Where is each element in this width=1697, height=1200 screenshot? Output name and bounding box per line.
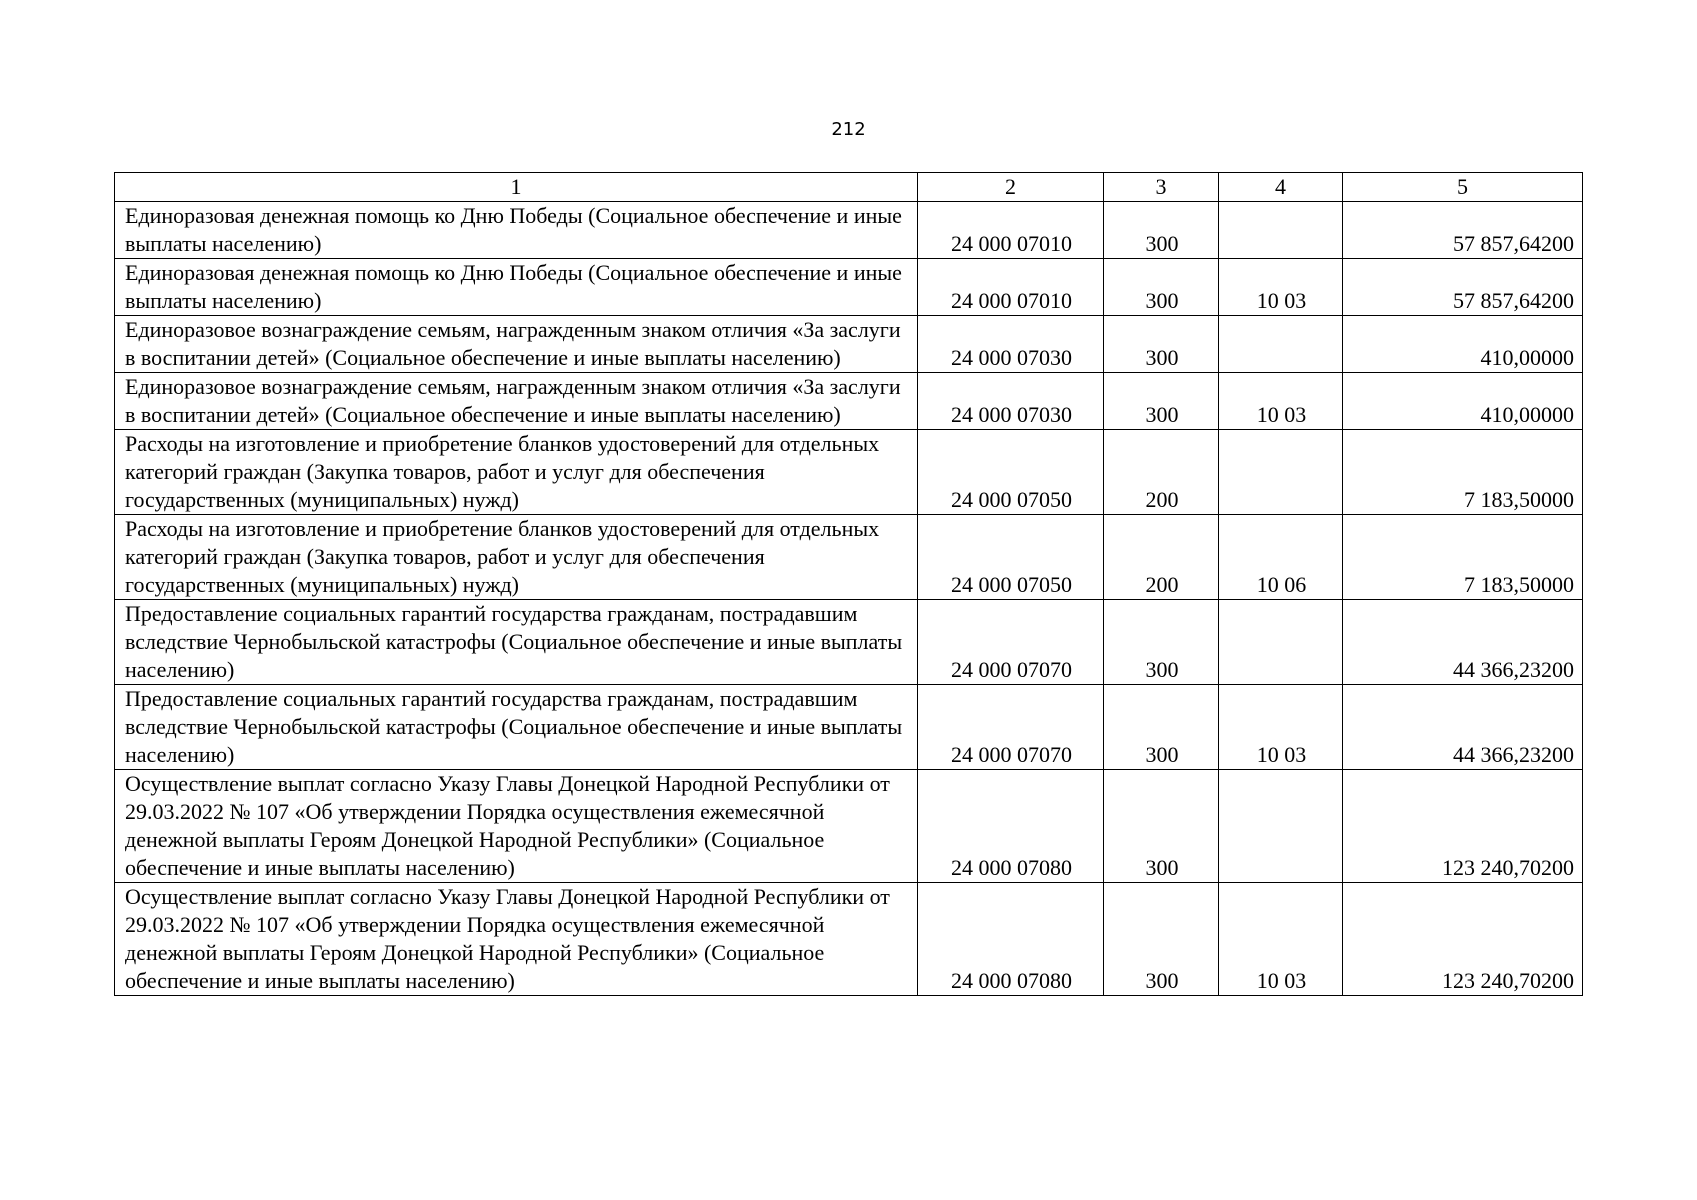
row-amount: 123 240,70200 (1343, 883, 1583, 996)
row-target-code: 24 000 07030 (918, 373, 1104, 430)
row-section-code (1219, 316, 1343, 373)
row-description: Единоразовая денежная помощь ко Дню Победы (Социальное обеспечение и иные выплаты населению) (115, 259, 918, 316)
row-section-code (1219, 430, 1343, 515)
row-target-code: 24 000 07010 (918, 202, 1104, 259)
row-expense-type: 300 (1104, 259, 1219, 316)
row-expense-type: 300 (1104, 373, 1219, 430)
row-amount: 7 183,50000 (1343, 430, 1583, 515)
row-target-code: 24 000 07010 (918, 259, 1104, 316)
row-expense-type: 200 (1104, 430, 1219, 515)
row-section-code: 10 03 (1219, 883, 1343, 996)
row-amount: 44 366,23200 (1343, 600, 1583, 685)
row-amount: 410,00000 (1343, 373, 1583, 430)
row-amount: 44 366,23200 (1343, 685, 1583, 770)
row-section-code (1219, 770, 1343, 883)
budget-table (114, 172, 1583, 996)
row-target-code: 24 000 07070 (918, 685, 1104, 770)
row-expense-type: 300 (1104, 316, 1219, 373)
row-amount: 123 240,70200 (1343, 770, 1583, 883)
row-target-code: 24 000 07050 (918, 515, 1104, 600)
row-expense-type: 300 (1104, 685, 1219, 770)
row-section-code (1219, 600, 1343, 685)
row-expense-type: 300 (1104, 883, 1219, 996)
row-expense-type: 200 (1104, 515, 1219, 600)
row-section-code: 10 03 (1219, 259, 1343, 316)
table-row (115, 883, 1583, 996)
row-target-code: 24 000 07030 (918, 316, 1104, 373)
row-description: Предоставление социальных гарантий государства гражданам, пострадавшим вследствие Чернобыльской катастрофы (Социальное обеспечение и иные выплаты населению) (115, 685, 918, 770)
table-row (115, 515, 1583, 600)
row-target-code: 24 000 07080 (918, 883, 1104, 996)
row-description: Осуществление выплат согласно Указу Главы Донецкой Народной Республики от 29.03.2022 № 107 «Об утверждении Порядка осуществления ежемесячной денежной выплаты Героям Донецкой Народной Республики» (Социальное обеспечение и иные выплаты населению) (115, 770, 918, 883)
row-section-code: 10 06 (1219, 515, 1343, 600)
column-header-3: 3 (1104, 173, 1219, 202)
row-section-code (1219, 202, 1343, 259)
table-row (115, 373, 1583, 430)
row-description: Единоразовая денежная помощь ко Дню Победы (Социальное обеспечение и иные выплаты населению) (115, 202, 918, 259)
row-description: Предоставление социальных гарантий государства гражданам, пострадавшим вследствие Чернобыльской катастрофы (Социальное обеспечение и иные выплаты населению) (115, 600, 918, 685)
row-description: Расходы на изготовление и приобретение бланков удостоверений для отдельных категорий граждан (Закупка товаров, работ и услуг для обеспечения государственных (муниципальных) нужд) (115, 430, 918, 515)
row-target-code: 24 000 07050 (918, 430, 1104, 515)
row-target-code: 24 000 07070 (918, 600, 1104, 685)
row-expense-type: 300 (1104, 770, 1219, 883)
row-amount: 410,00000 (1343, 316, 1583, 373)
row-amount: 7 183,50000 (1343, 515, 1583, 600)
table-row (115, 202, 1583, 259)
row-amount: 57 857,64200 (1343, 202, 1583, 259)
table-row (115, 259, 1583, 316)
page-number: 212 (831, 119, 866, 140)
column-header-2: 2 (918, 173, 1104, 202)
table-row (115, 316, 1583, 373)
row-section-code: 10 03 (1219, 685, 1343, 770)
table-row (115, 770, 1583, 883)
row-amount: 57 857,64200 (1343, 259, 1583, 316)
row-target-code: 24 000 07080 (918, 770, 1104, 883)
column-header-1: 1 (115, 173, 918, 202)
row-expense-type: 300 (1104, 202, 1219, 259)
row-description: Расходы на изготовление и приобретение бланков удостоверений для отдельных категорий граждан (Закупка товаров, работ и услуг для обеспечения государственных (муниципальных) нужд) (115, 515, 918, 600)
row-description: Осуществление выплат согласно Указу Главы Донецкой Народной Республики от 29.03.2022 № 107 «Об утверждении Порядка осуществления ежемесячной денежной выплаты Героям Донецкой Народной Республики» (Социальное обеспечение и иные выплаты населению) (115, 883, 918, 996)
row-section-code: 10 03 (1219, 373, 1343, 430)
column-header-5: 5 (1343, 173, 1583, 202)
table-row (115, 430, 1583, 515)
table-row (115, 600, 1583, 685)
row-expense-type: 300 (1104, 600, 1219, 685)
table-row (115, 685, 1583, 770)
row-description: Единоразовое вознаграждение семьям, награжденным знаком отличия «За заслуги в воспитании детей» (Социальное обеспечение и иные выплаты населению) (115, 316, 918, 373)
row-description: Единоразовое вознаграждение семьям, награжденным знаком отличия «За заслуги в воспитании детей» (Социальное обеспечение и иные выплаты населению) (115, 373, 918, 430)
header-row (115, 173, 1583, 202)
column-header-4: 4 (1219, 173, 1343, 202)
